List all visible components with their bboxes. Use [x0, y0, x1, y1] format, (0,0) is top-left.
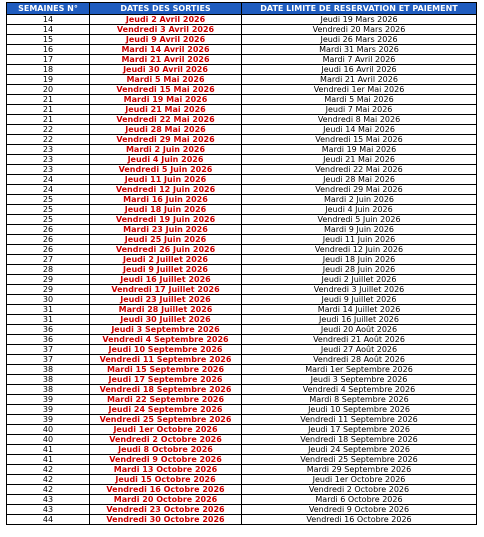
date-cell: Vendredi 30 Octobre 2026 [90, 515, 242, 525]
week-cell: 20 [7, 85, 90, 95]
date-cell: Mardi 2 Juin 2026 [90, 145, 242, 155]
week-cell: 18 [7, 65, 90, 75]
week-cell: 37 [7, 355, 90, 365]
limit-cell: Mardi 1er Septembre 2026 [242, 365, 477, 375]
week-cell: 23 [7, 145, 90, 155]
date-cell: Vendredi 4 Septembre 2026 [90, 335, 242, 345]
limit-cell: Vendredi 28 Août 2026 [242, 355, 477, 365]
week-cell: 38 [7, 365, 90, 375]
table-row [7, 395, 477, 405]
table-row [7, 175, 477, 185]
date-cell: Jeudi 28 Mai 2026 [90, 125, 242, 135]
table-row [7, 385, 477, 395]
limit-cell: Jeudi 3 Septembre 2026 [242, 375, 477, 385]
date-cell: Jeudi 8 Octobre 2026 [90, 445, 242, 455]
date-cell: Jeudi 10 Septembre 2026 [90, 345, 242, 355]
week-cell: 21 [7, 115, 90, 125]
date-cell: Vendredi 19 Juin 2026 [90, 215, 242, 225]
date-cell: Jeudi 30 Avril 2026 [90, 65, 242, 75]
week-cell: 42 [7, 485, 90, 495]
table-row [7, 125, 477, 135]
table-row [7, 45, 477, 55]
limit-cell: Jeudi 11 Juin 2026 [242, 235, 477, 245]
limit-cell: Vendredi 12 Juin 2026 [242, 245, 477, 255]
week-cell: 26 [7, 235, 90, 245]
table-row [7, 235, 477, 245]
limit-cell: Mardi 19 Mai 2026 [242, 145, 477, 155]
limit-cell: Vendredi 16 Octobre 2026 [242, 515, 477, 525]
schedule-table [6, 2, 477, 525]
table-row [7, 155, 477, 165]
week-cell: 44 [7, 515, 90, 525]
table-row [7, 325, 477, 335]
table-row [7, 15, 477, 25]
limit-cell: Vendredi 1er Mai 2026 [242, 85, 477, 95]
limit-cell: Vendredi 3 Juillet 2026 [242, 285, 477, 295]
date-cell: Vendredi 29 Mai 2026 [90, 135, 242, 145]
limit-cell: Vendredi 8 Mai 2026 [242, 115, 477, 125]
date-cell: Vendredi 17 Juillet 2026 [90, 285, 242, 295]
week-cell: 30 [7, 295, 90, 305]
table-row [7, 315, 477, 325]
week-cell: 40 [7, 435, 90, 445]
date-cell: Vendredi 9 Octobre 2026 [90, 455, 242, 465]
week-cell: 29 [7, 285, 90, 295]
week-cell: 26 [7, 245, 90, 255]
date-cell: Mardi 20 Octobre 2026 [90, 495, 242, 505]
limit-cell: Vendredi 25 Septembre 2026 [242, 455, 477, 465]
date-cell: Jeudi 16 Juillet 2026 [90, 275, 242, 285]
limit-cell: Mardi 5 Mai 2026 [242, 95, 477, 105]
date-cell: Vendredi 23 Octobre 2026 [90, 505, 242, 515]
table-row [7, 365, 477, 375]
limit-cell: Jeudi 28 Mai 2026 [242, 175, 477, 185]
table-row [7, 295, 477, 305]
week-cell: 15 [7, 35, 90, 45]
date-cell: Vendredi 18 Septembre 2026 [90, 385, 242, 395]
table-row [7, 205, 477, 215]
week-cell: 23 [7, 165, 90, 175]
table-row [7, 435, 477, 445]
limit-cell: Vendredi 15 Mai 2026 [242, 135, 477, 145]
table-row [7, 335, 477, 345]
table-row [7, 425, 477, 435]
date-cell: Mardi 13 Octobre 2026 [90, 465, 242, 475]
table-row [7, 355, 477, 365]
limit-cell: Jeudi 9 Juillet 2026 [242, 295, 477, 305]
date-cell: Vendredi 3 Avril 2026 [90, 25, 242, 35]
limit-cell: Mardi 21 Avril 2026 [242, 75, 477, 85]
table-row [7, 95, 477, 105]
limit-cell: Mardi 29 Septembre 2026 [242, 465, 477, 475]
table-row [7, 65, 477, 75]
table-row [7, 475, 477, 485]
table-row [7, 145, 477, 155]
week-cell: 42 [7, 465, 90, 475]
week-cell: 26 [7, 225, 90, 235]
header-limit: DATE LIMITE DE RESERVATION ET PAIEMENT [242, 3, 477, 15]
week-cell: 17 [7, 55, 90, 65]
table-row [7, 55, 477, 65]
date-cell: Vendredi 22 Mai 2026 [90, 115, 242, 125]
date-cell: Jeudi 11 Juin 2026 [90, 175, 242, 185]
table-row [7, 185, 477, 195]
date-cell: Mardi 5 Mai 2026 [90, 75, 242, 85]
date-cell: Jeudi 30 Juillet 2026 [90, 315, 242, 325]
date-cell: Jeudi 18 Juin 2026 [90, 205, 242, 215]
table-row [7, 75, 477, 85]
limit-cell: Jeudi 16 Juillet 2026 [242, 315, 477, 325]
week-cell: 41 [7, 455, 90, 465]
limit-cell: Jeudi 26 Mars 2026 [242, 35, 477, 45]
table-row [7, 255, 477, 265]
table-row [7, 505, 477, 515]
date-cell: Mardi 22 Septembre 2026 [90, 395, 242, 405]
week-cell: 43 [7, 495, 90, 505]
date-cell: Mardi 14 Avril 2026 [90, 45, 242, 55]
week-cell: 41 [7, 445, 90, 455]
date-cell: Mardi 15 Septembre 2026 [90, 365, 242, 375]
date-cell: Jeudi 25 Juin 2026 [90, 235, 242, 245]
table-row [7, 485, 477, 495]
limit-cell: Vendredi 20 Mars 2026 [242, 25, 477, 35]
limit-cell: Vendredi 4 Septembre 2026 [242, 385, 477, 395]
week-cell: 21 [7, 105, 90, 115]
header-date: DATES DES SORTIES [90, 3, 242, 15]
limit-cell: Mardi 9 Juin 2026 [242, 225, 477, 235]
week-cell: 38 [7, 385, 90, 395]
table-body [7, 15, 477, 525]
table-row [7, 265, 477, 275]
limit-cell: Jeudi 16 Avril 2026 [242, 65, 477, 75]
limit-cell: Jeudi 7 Mai 2026 [242, 105, 477, 115]
table-row [7, 85, 477, 95]
week-cell: 36 [7, 335, 90, 345]
week-cell: 23 [7, 155, 90, 165]
week-cell: 31 [7, 315, 90, 325]
week-cell: 27 [7, 255, 90, 265]
date-cell: Jeudi 2 Avril 2026 [90, 15, 242, 25]
table-row [7, 495, 477, 505]
week-cell: 25 [7, 205, 90, 215]
date-cell: Jeudi 21 Mai 2026 [90, 105, 242, 115]
limit-cell: Mardi 31 Mars 2026 [242, 45, 477, 55]
date-cell: Jeudi 17 Septembre 2026 [90, 375, 242, 385]
table-row [7, 445, 477, 455]
limit-cell: Vendredi 18 Septembre 2026 [242, 435, 477, 445]
date-cell: Jeudi 24 Septembre 2026 [90, 405, 242, 415]
limit-cell: Jeudi 10 Septembre 2026 [242, 405, 477, 415]
limit-cell: Jeudi 28 Juin 2026 [242, 265, 477, 275]
limit-cell: Mardi 2 Juin 2026 [242, 195, 477, 205]
table-row [7, 25, 477, 35]
week-cell: 28 [7, 265, 90, 275]
table-row [7, 275, 477, 285]
date-cell: Jeudi 15 Octobre 2026 [90, 475, 242, 485]
week-cell: 37 [7, 345, 90, 355]
date-cell: Vendredi 26 Juin 2026 [90, 245, 242, 255]
limit-cell: Jeudi 18 Juin 2026 [242, 255, 477, 265]
week-cell: 24 [7, 185, 90, 195]
week-cell: 42 [7, 475, 90, 485]
week-cell: 36 [7, 325, 90, 335]
table-row [7, 195, 477, 205]
week-cell: 21 [7, 95, 90, 105]
date-cell: Jeudi 2 Juillet 2026 [90, 255, 242, 265]
table-row [7, 455, 477, 465]
table-row [7, 405, 477, 415]
date-cell: Jeudi 9 Juillet 2026 [90, 265, 242, 275]
limit-cell: Jeudi 2 Juillet 2026 [242, 275, 477, 285]
date-cell: Mardi 28 Juillet 2026 [90, 305, 242, 315]
week-cell: 38 [7, 375, 90, 385]
date-cell: Vendredi 16 Octobre 2026 [90, 485, 242, 495]
date-cell: Mardi 19 Mai 2026 [90, 95, 242, 105]
date-cell: Mardi 16 Juin 2026 [90, 195, 242, 205]
table-row [7, 285, 477, 295]
table-row [7, 135, 477, 145]
week-cell: 14 [7, 25, 90, 35]
limit-cell: Vendredi 11 Septembre 2026 [242, 415, 477, 425]
date-cell: Jeudi 1er Octobre 2026 [90, 425, 242, 435]
table-row [7, 165, 477, 175]
table-row [7, 225, 477, 235]
date-cell: Jeudi 9 Avril 2026 [90, 35, 242, 45]
header-row [7, 3, 477, 15]
date-cell: Vendredi 5 Juin 2026 [90, 165, 242, 175]
limit-cell: Mardi 7 Avril 2026 [242, 55, 477, 65]
table-row [7, 305, 477, 315]
limit-cell: Jeudi 20 Août 2026 [242, 325, 477, 335]
date-cell: Vendredi 2 Octobre 2026 [90, 435, 242, 445]
week-cell: 29 [7, 275, 90, 285]
week-cell: 39 [7, 415, 90, 425]
week-cell: 31 [7, 305, 90, 315]
table-header [7, 3, 477, 15]
limit-cell: Vendredi 2 Octobre 2026 [242, 485, 477, 495]
table-row [7, 105, 477, 115]
table-row [7, 415, 477, 425]
table-row [7, 215, 477, 225]
limit-cell: Mardi 8 Septembre 2026 [242, 395, 477, 405]
week-cell: 25 [7, 215, 90, 225]
limit-cell: Jeudi 19 Mars 2026 [242, 15, 477, 25]
week-cell: 39 [7, 405, 90, 415]
week-cell: 19 [7, 75, 90, 85]
limit-cell: Vendredi 22 Mai 2026 [242, 165, 477, 175]
date-cell: Vendredi 15 Mai 2026 [90, 85, 242, 95]
week-cell: 25 [7, 195, 90, 205]
date-cell: Jeudi 23 Juillet 2026 [90, 295, 242, 305]
week-cell: 16 [7, 45, 90, 55]
week-cell: 43 [7, 505, 90, 515]
limit-cell: Vendredi 9 Octobre 2026 [242, 505, 477, 515]
limit-cell: Jeudi 4 Juin 2026 [242, 205, 477, 215]
limit-cell: Vendredi 21 Août 2026 [242, 335, 477, 345]
limit-cell: Jeudi 27 Août 2026 [242, 345, 477, 355]
limit-cell: Jeudi 24 Septembre 2026 [242, 445, 477, 455]
table-row [7, 465, 477, 475]
limit-cell: Jeudi 17 Septembre 2026 [242, 425, 477, 435]
limit-cell: Mardi 14 Juillet 2026 [242, 305, 477, 315]
table-row [7, 245, 477, 255]
header-week: SEMAINES N° [7, 3, 90, 15]
table-row [7, 515, 477, 525]
date-cell: Vendredi 11 Septembre 2026 [90, 355, 242, 365]
week-cell: 39 [7, 395, 90, 405]
limit-cell: Mardi 6 Octobre 2026 [242, 495, 477, 505]
date-cell: Mardi 21 Avril 2026 [90, 55, 242, 65]
week-cell: 14 [7, 15, 90, 25]
week-cell: 22 [7, 135, 90, 145]
table-row [7, 375, 477, 385]
week-cell: 40 [7, 425, 90, 435]
table-row [7, 115, 477, 125]
date-cell: Jeudi 3 Septembre 2026 [90, 325, 242, 335]
date-cell: Vendredi 12 Juin 2026 [90, 185, 242, 195]
table-row [7, 35, 477, 45]
date-cell: Mardi 23 Juin 2026 [90, 225, 242, 235]
table-row [7, 345, 477, 355]
limit-cell: Vendredi 5 Juin 2026 [242, 215, 477, 225]
date-cell: Vendredi 25 Septembre 2026 [90, 415, 242, 425]
limit-cell: Jeudi 21 Mai 2026 [242, 155, 477, 165]
limit-cell: Jeudi 14 Mai 2026 [242, 125, 477, 135]
limit-cell: Vendredi 29 Mai 2026 [242, 185, 477, 195]
week-cell: 22 [7, 125, 90, 135]
limit-cell: Jeudi 1er Octobre 2026 [242, 475, 477, 485]
week-cell: 24 [7, 175, 90, 185]
date-cell: Jeudi 4 Juin 2026 [90, 155, 242, 165]
